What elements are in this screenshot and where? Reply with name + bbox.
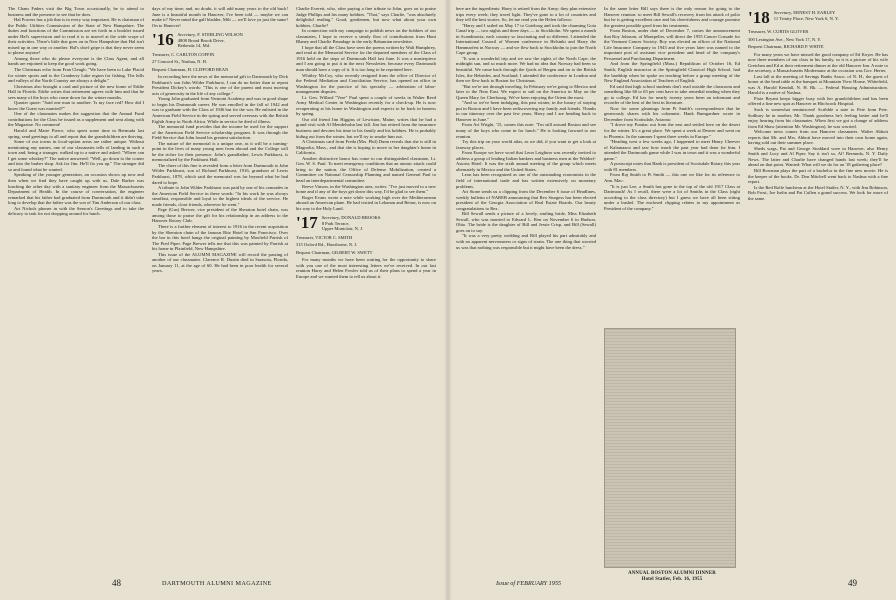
paragraph: Quarter quote: "Said one man to another: 'Is my face red? How did I know the Guest was married?'" bbox=[8, 100, 144, 111]
column-1 bbox=[8, 6, 144, 572]
paragraph: Hal Powers has a job that is in every way important. He is chairman of the Public Utilities Commission of the State of New Hampshire. The duties and functions of the Commission are set forth in a booklet issued under Hal's supervision and to read it is to marvel at the wide scope of their activities. There's little that goes on in New Hampshire that Hal isn't mixed up in one way or another. Hal's chief gripe is that they never seem to please anyone! bbox=[8, 17, 144, 56]
treasurer-line: Treasurer, C. CARLTON COFFIN bbox=[152, 51, 215, 57]
column-6 bbox=[748, 6, 888, 572]
treasurer-address: 300 Lexington Ave., New York 17, N. Y. bbox=[748, 36, 822, 42]
paragraph: This issue of the ALUMNI MAGAZINE will record the passing of another of our classmates. Clarence R. Dustin died in Sarasota, Florida, on January 11, at the age of 60. He had been in poor health for several years. bbox=[152, 251, 288, 274]
dinner-photo bbox=[604, 328, 736, 568]
paragraph: Bill Bowman plays the part of a bachelor in the fine new movie. He is the keeper of the books. Dr. Don Mitchell went back to Nashua with a fine report. bbox=[748, 167, 888, 185]
paragraph: From Raj Smith to Pi Smith — this one we like for its reference to Ann. Mac: bbox=[604, 172, 740, 183]
paragraph: The Christmas echo from Fran Cleugh: "We have been to Lake Placid for winter sports and to the Cranberry Lake region for fishing. The hills and valleys of the North Country are always a delight." bbox=[8, 67, 144, 84]
treasurer-address: 315 Oxford Rd., Hawthorne, N. J. bbox=[296, 242, 358, 248]
paragraph: Pixie Bryant keeps bigger busy with her grandchildren and has been offered a fine new spot at Hanover in Hitchcock Hospital. bbox=[748, 95, 888, 107]
paragraph: From Boston, under date of December 7, comes the announcement that Roy Johnson, of Montpelier, will direct the 1955 Cancer Crusade for the Vermont Cancer Society. Roy was elected an officer of the National Life Insurance Company in 1943 and five years later was named to the important post of assistant vice president and head of the company's Personnel and Purchasing Department. bbox=[604, 28, 740, 61]
bequest-chairman: Bequest Chairman, H. CLIFFORD BEAN bbox=[152, 66, 229, 72]
paragraph: A postscript notes that Hank is president of Scottsdale Rotary this year with 81 members. bbox=[604, 161, 740, 172]
class-year: '17 bbox=[296, 213, 318, 233]
paragraph: Sheds wags, Pat and George Stoddard were in Hanover, also Henry Smith and Lucy and Al Piper. Say it isn't so, Al! Bermuda, N. Y. Daily News. The latter and Charlie have changed hands last week; they'll be ahead on that point. Wanted: What will we do for an '18 gathering place? bbox=[748, 145, 888, 168]
paragraph: "It was a wonderful trip and we saw the sights of the North Cape, the midnight sun, and so much more. We had no idea that Norway had been so beautiful. We came back through the fjords of Bergen and on to the British Isles, the Hebrides, and Scotland. I attended the conference in London and then we flew back to Boston for Christmas. bbox=[456, 55, 596, 84]
column-3 bbox=[296, 6, 436, 572]
paragraph: In connection with my campaign to publish news on the hobbies of our classmates, I hope to receive a steady flow of contributions from Hunt Blaney and Charlie Brundage in the early Bahamian newsletter. bbox=[296, 28, 436, 45]
paragraph: Art Nichols phones in with the Season's Greetings and to take the delicacy to task for not dropping around for lunch. bbox=[8, 205, 144, 217]
page-number: 49 bbox=[848, 578, 857, 588]
paragraph: Another distinctive honor has come to our distinguished classmate, Lt. Gen. W. S. Paul. To meet emergency conditions that an atomic attack could bring to the nation, the Office of Defense Mobilization, created a Committee on National Censorship Planning and named General Paul to head an interdepartmental committee. bbox=[296, 155, 436, 183]
paragraph: Charlie Everett, who, after paying a fine tribute to John, goes on to praise Judge Phillips and his many hobbies. "That," says Charlie, "was absolutely delightful reading." Good, gentlemen, but now what about your own hobbies, Charlie? bbox=[296, 6, 436, 28]
paragraph: The cheer of this fine is revealed from a letter from Dartmouth to John Wilder Parkhurst, son of Richard Parkhurst, 1916, grandson of Lewis Parkhurst, 1878, which said the memorial was far beyond what he had dared to hope. bbox=[152, 162, 288, 185]
secretary-address: Upper Montclair, N. J. bbox=[321, 226, 364, 232]
column-4 bbox=[456, 6, 596, 572]
paragraph: Bill Sewall sends a picture of a lovely, smiling bride, Miss Elizabeth Sewall, who was married to Edward L. Ren on November 6 in Hudson, Ohio. The bride is the daughter of Bill and Jessie Crisp, and Bill (Sewall) goes on to say: bbox=[456, 211, 596, 233]
paragraph: Reeve Vinson, in the Washington area, writes: "I've just moved to a new home and if any of the boys get down this way, I'd be glad to see them." bbox=[296, 183, 436, 195]
photo-caption: ANNUAL BOSTON ALUMNI DINNER bbox=[628, 571, 716, 576]
class-year: '16 bbox=[152, 30, 174, 50]
class-secretary-info: Secretary, ERNEST H. EARLEY 11 Trinity Place, New York 6, N. Y. bbox=[773, 10, 839, 21]
paragraph: Leon has been recognized as one of the outstanding economists in the field of international trade and has written extensively on monetary problems. bbox=[456, 172, 596, 189]
paragraph: Our old friend Jim Higgins of Lewiston, Maine, writes that he had a grand visit with Al Mendelsohn last fall. Jim has retired from the insurance business and devotes his time to his family and his hobbies. He is probably hiding out from the winter, but we'll try to smoke him out. bbox=[296, 116, 436, 139]
paragraph: "But we're not through traveling. In February we're going to Mexico and later to the Near East. We expect to sail on the America in May on the Queen Mary for Cherbourg. We've been enjoying the Orient the most. bbox=[456, 83, 596, 100]
column-2 bbox=[152, 6, 288, 572]
paragraph: Art Stone sends us a clipping from the December 6 issue of Headlines, weekly bulletin of NAREB announcing that Rex Sturgess has been elected president of the Georgia Association of Real Estate Boards. Our hearty congratulations to Rex. bbox=[456, 189, 596, 211]
secretary-address: 8 Park Terrace, bbox=[321, 220, 350, 226]
issue-date: Issue of FEBRUARY 1955 bbox=[496, 580, 562, 587]
paragraph: Among those who do please everyone is the Class Agent, and all hands are enjoined to keep the good work going. bbox=[8, 55, 144, 67]
paragraph: A tribute to John Wilder Parkhurst was paid by one of his comrades in the American Field Service in these words: "In his work he was always steadfast, responsible and loyal to the highest ideals of the service. He made friends, close friends, wherever he went." bbox=[152, 185, 288, 207]
paragraph: The memorial fund provides that the income be used for the support of the American Field Service scholarship program. It was through the Field Service that John found his greatest satisfaction. bbox=[152, 124, 288, 141]
paragraph: "Heading west a few weeks ago, I happened to meet Henry Cheever of Kalamazoo and saw how much the past year had done for him. I attended the Dartmouth game while I was in town and it was a wonderful game." bbox=[604, 139, 740, 161]
photo-caption-sub: Hotel Statler, Feb. 16, 1955 bbox=[641, 577, 703, 582]
class-year: '18 bbox=[748, 8, 770, 27]
paragraph: In recording here the news of the memorial gift to Dartmouth by Dick Parkhurst's son John Wilder Parkhurst, I can do no better than to repeat President Dickey's words: "This is one of the parent and most moving acts of generosity in the life of any college." bbox=[152, 74, 288, 96]
paragraph: Some of our towns in local-option areas are rather unique. Without mentioning any names, one of our classmates tells of landing in such a town and, being a stranger, walked up to a native and asked: "Where can I get some whiskey?" The native answered: "Well, go down to the corner and into the barber shop. Ask for Jim. He'll fix you up." The stranger did so and found what he wanted. bbox=[8, 139, 144, 172]
paragraph: The Cham Faders visit the Big Town occasionally, be to attend to business and the presence to see that he does. bbox=[8, 6, 144, 17]
class-secretary-info: Secretary, DONALD BROOKS 8 Park Terrace, Upper Montclair, N. J. bbox=[321, 215, 381, 232]
paragraph: Whitley McCoy, who recently resigned from the office of Director of the Federal Mediation and Conciliation Service, has opened an office in Washington for the practice of his specialty — arbitration of labor-management disputes. bbox=[296, 72, 436, 95]
paragraph: "Harry and I sailed on May 17 to Goteborg and took the charming Gota Canal trip — two nights and three days — to Stockholm. We spent a month in Scandinavia, each country so fascinating and so different. I attended the International Council of Women conference in Helsinki and Harry the Hammarfest in Norway — and we flew back to Stockholm to join the North Cape group. bbox=[456, 22, 596, 56]
class-1916-header bbox=[152, 32, 288, 49]
paragraph: days of my time; and, no doubt, it will add many years to the old buck! June is a beautiful month in Hanover, I've been told — maybe we can make it? Never mind the gall bladder, Milt — we'll love ya just the same! On to Hanover! bbox=[152, 6, 288, 28]
paragraph: I hope that all the Class have seen the poems written by Walt Humphrey, and read at the Memorial Service for the departed members of the Class of 1916 held on the steps of Dartmouth Hall last June. It was a masterpiece and I am going to put it in the next Newsletter, because every Dartmouth man should have a copy of it. It is too long to be reprinted here. bbox=[296, 44, 436, 73]
publication-name: DARTMOUTH ALUMNI MAGAZINE bbox=[162, 580, 272, 587]
paragraph: here are the ingredients: Harry is retired from the Army; they plan extensive trips every week; they travel light. They've gone to a lot of countries and they tell the best stories. So, let me read you the Helen follows: bbox=[456, 6, 596, 23]
paragraph: Welcome news comes from our Hanover classmates. Walter Abbott reports that Mr. and Mrs. Abbott have moved into their own home again, having sold out their summer place. bbox=[748, 129, 888, 146]
secretary-name: DONALD BROOKS bbox=[341, 215, 381, 221]
bequest-chairman: Bequest Chairman, RICHARD P. WHITE bbox=[748, 44, 824, 49]
paragraph: In the same letter Bill says there is the only reason for going to the Hanover reunion: to meet Bill Sewall's recovery from his attack of polio but he is getting excellent care and his cheerfulness and courage promise the greatest possible good from his treatments. bbox=[604, 6, 740, 28]
paragraph: Page (Gus) Brewer, vice president of the Sheraton hotel chain, was among those to praise the gift for his relationship in an address to the Hanover Rotary Club. bbox=[152, 207, 288, 224]
paragraph: "It was a very pretty wedding and Bill played his part admirably and with no apparent nervousness or signs of strain. The one thing that worried us was that nothing was responsible but it might have been the dress." bbox=[456, 233, 596, 250]
treasurer-address: 27 Concord St., Nashua, N. H. bbox=[152, 59, 207, 65]
paragraph: Christmas also brought a card and picture of the new home of Eddie Hall in Florida. Eddie writes that retirement agrees with him and that he sees many of the boys who come down for the winter months. bbox=[8, 83, 144, 100]
paragraph: Harold and Marie Pierce, who spent some time in Bermuda last spring, send greetings to all and report that the grandchildren are thriving. bbox=[8, 128, 144, 139]
paragraph: Roger Evans wrote a note while working high over the Mediterranean aboard an American plane. He had visited in Lebanon and Beirut, is now on his way to the Holy Land. bbox=[296, 194, 436, 211]
paragraph: The nature of the memorial is a unique one, as it will be a turning-point in the lives of many young men from abroad and the College will be the richer for their presence. John's grandfather, Lewis Parkhurst, is memorialized by the Parkhurst Hall. bbox=[152, 140, 288, 163]
secretary-address: 4808 Broad Brook Drive, bbox=[177, 37, 225, 43]
paragraph: One of the classmates makes the suggestion that the Annual Fund contributions for the Class be issued as a supplement and sent along with the Magazine. No comment! bbox=[8, 111, 144, 128]
paragraph: And from the Springfield (Mass.) Republican of October 16, Ed Smith, English instructor at the Springfield Classical High School, had the hardship when he spoke on teaching before a group meeting of the New England Association of Teachers of English. bbox=[604, 61, 740, 84]
paragraph: Try this trip on your world atlas, as we did, if you want to get a look at faraway places. bbox=[456, 139, 596, 150]
paragraph: A Christmas card from Freda (Mrs. Phil) Dunn reveals that she is still in Magnolia, Mass., and that she is hoping to move to her daughter's home in California. bbox=[296, 139, 436, 156]
class-1918-header bbox=[748, 10, 888, 26]
class-secretary-info: Secretary, F. STERLING WILSON 4808 Broad Brook Drive, Bethesda 14, Md. bbox=[177, 32, 243, 49]
page-number: 48 bbox=[112, 578, 121, 588]
paragraph: Ed said that high school students don't read outside the classroom and something like 60 to 65 per cent have to take remedial reading when they go to college. Ed has for nearly twenty years been an informant and recorder of the best of the best in literature. bbox=[604, 83, 740, 106]
paragraph: "And so we've been indulging, this past winter, in the luxury of staying put in Boston and I have been rediscovering my family and friends. Thanks to our itinerary over the past few years, Harry and I are heading back to Hanover in June." bbox=[456, 100, 596, 122]
paragraph: For many months we have been waiting for the opportunity to share with you one of the most interesting letters we've received. In our last reunion Harry and Helen Fowler told us of their plans to spend a year in Europe and we wanted them to tell us about it. bbox=[296, 257, 436, 279]
secretary-address: Bethesda 14, Md. bbox=[177, 43, 211, 49]
paragraph: From Art Wright, '15, comes this note: "I'm still around Boston and see many of the boys who come in for lunch." He is looking forward to our reunion. bbox=[456, 122, 596, 139]
secretary-address: 11 Trinity Place, New York 6, N. Y. bbox=[773, 15, 839, 21]
paragraph: Lt. Gen. Willard "Vere" Paul spent a couple of weeks in Walter Reed Army Medical Center in Washington recently for a check-up. He is now recuperating at his home in Washington and expects to be back in harness by spring. bbox=[296, 94, 436, 117]
treasurer-line: Treasurer, W. CURTIS GLOVER bbox=[748, 29, 809, 34]
secretary-name: F. STERLING WILSON bbox=[197, 32, 243, 38]
paragraph: For many years we have missed the good company of Ed Koyer. He has now three members of our class in his family, so it is a picture of his wife Gretchen and Ed at their retirement dinner at the old Hanover Inn. A note to the secretary, a Massachusetts Modernator at the occasion was Gov. Herter. bbox=[748, 51, 888, 74]
treasurer-line: Treasurer, VICTOR C. SMITH bbox=[296, 234, 353, 240]
paragraph: Is the Red Rolfe luncheon at the Hotel Statler, N. Y., with Jim Robinson, Bob Frost, Joe Iselin and Pat Cullen a grand success. We look for more of the same. bbox=[748, 184, 888, 201]
paragraph: Speaking of the younger generation, an occasion shows up now and then when we find they have caught up with us. Dale Barker was lunching the other day with a sanitary engineer from the Massachusetts Department of Health. In the course of conversation, the engineer remarked that his father had graduated from Dartmouth and it didn't take long to develop that the father was the son of Tim Anderson of our class. bbox=[8, 172, 144, 206]
photo-block bbox=[604, 322, 740, 583]
paragraph: Young John graduated from Vermont Academy and was in good shape to begin his Dartmouth career. He was enrolled in the fall of 1942 and was to graduate with the Class of 1946 but for the war. He enlisted in the American Field Service in the spring and served overseas with the British Eighth Army in North Africa. While in service he died of illness. bbox=[152, 96, 288, 124]
class-1917-header bbox=[296, 215, 436, 232]
secretary-name: ERNEST H. EARLEY bbox=[793, 10, 836, 15]
paragraph: Such is somewhat reminiscent! Scribble a note to Pete from Pete. Sodbury he in another, Mr. Thank goodness he's feeling better and he'll enjoy hearing from his classmates. When first we got a change of address from Ed Shaw (attention Mr. Washington), he was worried. bbox=[748, 106, 888, 129]
paragraph: Now for some gleanings from Pi Smith's correspondence that he generously shares with his columnist. Hank Bumgardner wrote in December from Scottsdale, Arizona: bbox=[604, 105, 740, 122]
paragraph: Last fall at the meeting of Savings Banks Assoc. of N. H., the guest of honor at the head table at the banquet at Mountain View House, Whitefield, was A. Harold Kendall, N. H. Bk. — Federal Housing Administration. Harold is a native of Nashua. bbox=[748, 73, 888, 96]
paragraph: There is a further element of interest to 1916 in the recent acquisition by the Sheraton chain of the famous Ritz Hotel in San Francisco. Over the bar in this hotel hangs the original painting by Maxfield Parrish of The Pied Piper. Page Brewer tells me that this was painted by Parrish at his home in Plainfield, New Hampshire. bbox=[152, 223, 288, 252]
bequest-chairman: Bequest Chairman, GILBERT W. SWETT bbox=[296, 249, 373, 255]
paragraph: "It is just Lee, a Smith has gone to the top of the old 1917 Class at Dartmouth! As I recall, there were a lot of Smiths in the Class (right according to the class directory) but I guess we have all been sitting under a bushel. The enclosed clipping relates to my appointment as President of the company." bbox=[604, 183, 740, 211]
paragraph: "I drove my Pontiac out from the east and settled here on the desert for the winter. It's a great place. We spent a week at Denver and went on to Phoenix. In the summer I spent three weeks in Europe." bbox=[604, 122, 740, 139]
paragraph: From Europe we have word that Leon Leighton was recently invited to address a group of leading Italian bankers and business men at the Waldorf-Astoria Hotel. It was the sixth annual meeting of the group which meets alternately in Mexico and the United States. bbox=[456, 150, 596, 172]
